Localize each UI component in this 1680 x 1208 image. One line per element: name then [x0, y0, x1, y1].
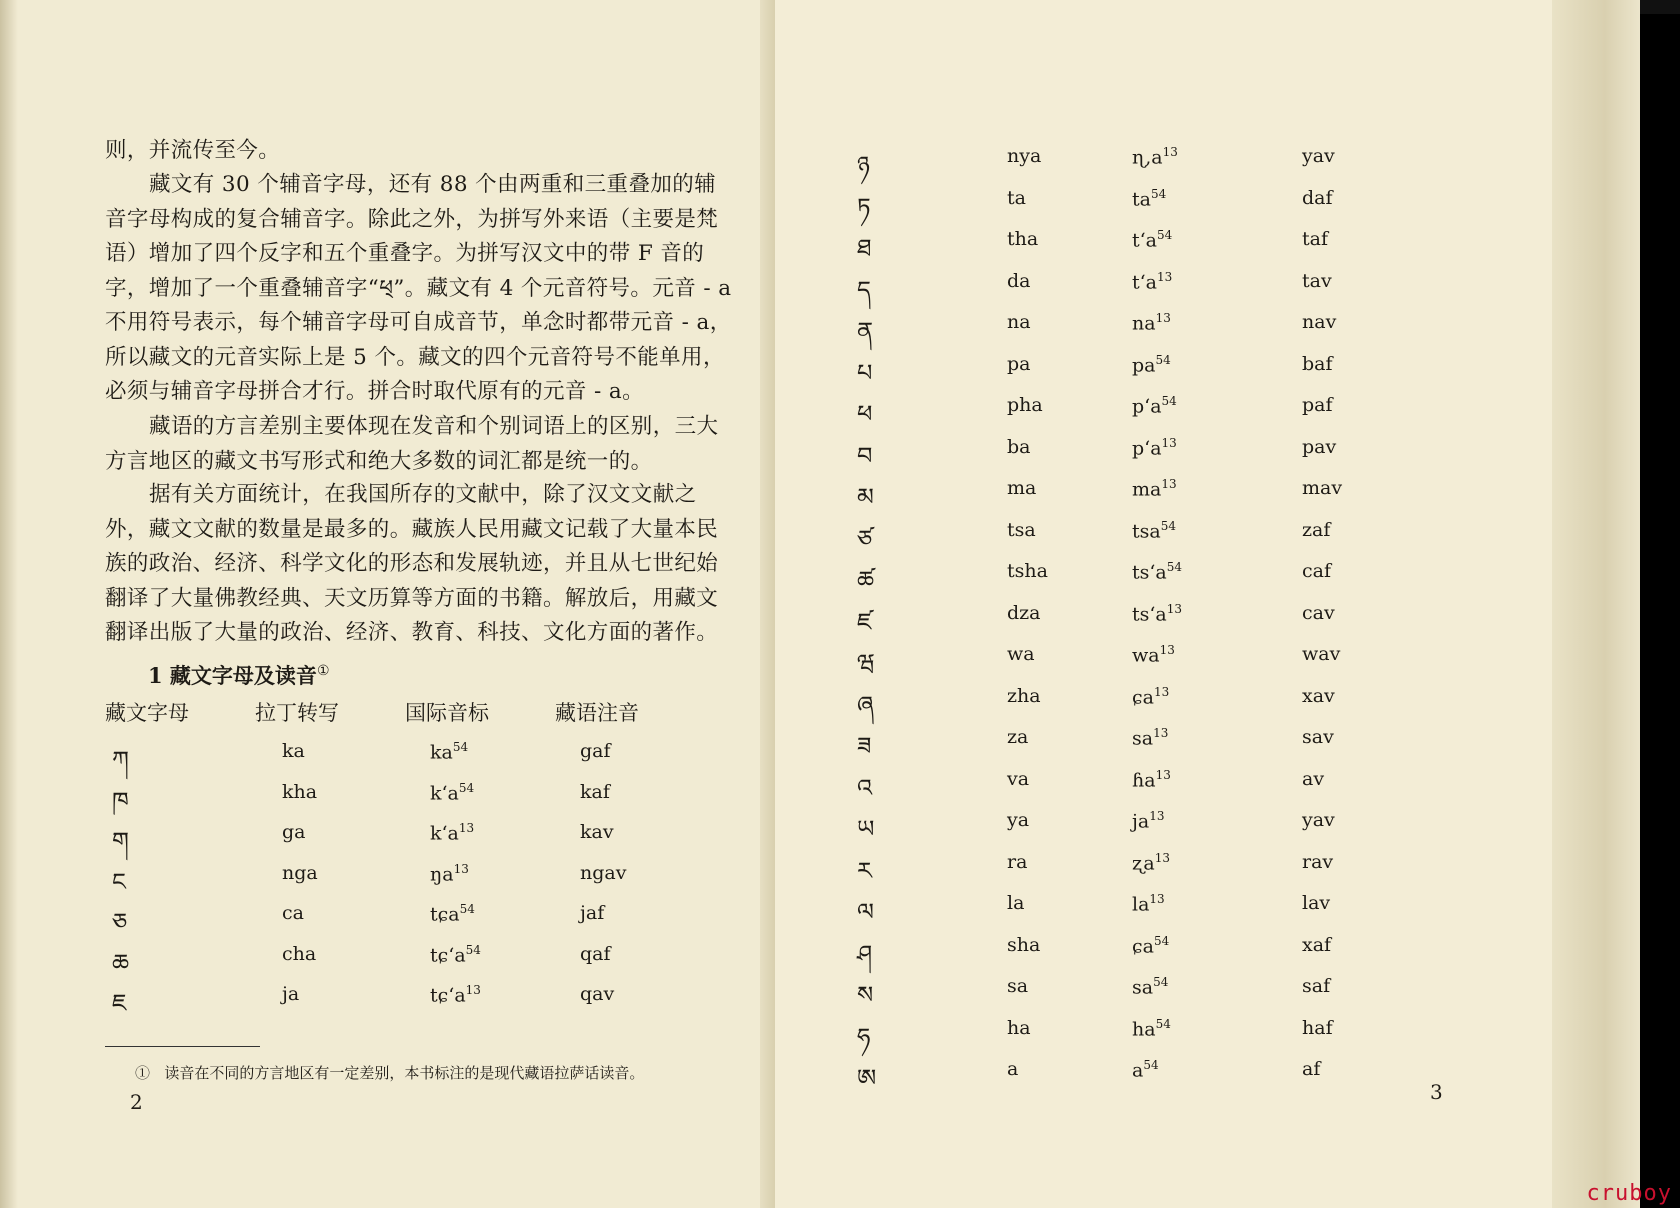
ipa-text: ŋa: [430, 862, 454, 885]
ipa-cell: [1132, 270, 1172, 293]
latin-transcription: kha: [282, 780, 318, 803]
paragraph-1: 则，并流传至今。: [105, 138, 281, 163]
tibetan-letter: ཉ: [857, 151, 870, 179]
ipa-cell: [430, 740, 468, 763]
latin-transcription: ha: [1007, 1016, 1031, 1039]
letter-row: [775, 394, 1575, 434]
latin-transcription: cha: [282, 942, 317, 965]
tibetan-phonetic: pav: [1302, 435, 1337, 458]
ipa-cell: [430, 821, 474, 844]
tone-value: 13: [1161, 477, 1177, 491]
tibetan-letter: མ: [857, 483, 874, 511]
tone-value: 13: [1153, 684, 1170, 699]
footnote-text: 读音在不同的方言地区有一定差别，本书标注的是现代藏语拉萨话读音。: [164, 1064, 645, 1082]
latin-transcription: tsa: [1007, 518, 1036, 541]
tibetan-phonetic: kav: [580, 821, 614, 843]
latin-transcription: ka: [282, 740, 305, 762]
footnote: [135, 1062, 644, 1083]
ipa-cell: [430, 943, 481, 966]
letter-row: [775, 768, 1575, 808]
ipa-text: p‘a: [1132, 395, 1162, 418]
latin-transcription: na: [1007, 311, 1031, 333]
latin-transcription: zha: [1007, 684, 1041, 707]
tibetan-letter: ཧ: [857, 1022, 871, 1051]
ipa-cell: [1132, 145, 1178, 168]
ipa-cell: [1132, 436, 1177, 459]
latin-transcription: tsha: [1007, 560, 1048, 582]
column-header-latin: 拉丁转写: [255, 701, 339, 725]
tibetan-phonetic: daf: [1302, 186, 1333, 209]
tone-value: 54: [459, 902, 475, 916]
latin-transcription: ta: [1007, 186, 1026, 209]
tone-value: 13: [453, 861, 469, 876]
paragraph-4: 据有关方面统计，在我国所存的文献中，除了汉文文献之外，藏文文献的数量是最多的。藏族人民用藏文记载了大量本民族的政治、经济、科学文化的形态和发展轨迹，并且从七世纪始翻译了大量佛教经典、天文历算等方面的书籍。解放后，用藏文翻译出版了大量的政治、经济、教育、科技、文化方面的著作。: [105, 482, 719, 645]
tone-value: 54: [1161, 394, 1177, 408]
tibetan-phonetic: qav: [580, 983, 615, 1005]
tibetan-letter: ཏ: [857, 192, 871, 221]
tibetan-letter: ཁ: [112, 786, 129, 815]
letter-row: [775, 560, 1575, 600]
tibetan-letter: ས: [857, 981, 874, 1009]
column-header-ipa: 国际音标: [405, 701, 489, 725]
page-edge: [1552, 0, 1640, 1208]
ipa-text: k‘a: [430, 822, 459, 845]
tone-value: 54: [1143, 1058, 1159, 1072]
ipa-text: ɕa: [1132, 685, 1154, 708]
latin-transcription: ga: [282, 821, 306, 843]
tibetan-phonetic: wav: [1302, 643, 1341, 665]
tone-value: 13: [1161, 435, 1177, 450]
tone-value: 54: [1155, 1016, 1171, 1031]
latin-transcription: da: [1007, 269, 1031, 292]
tibetan-phonetic: ngav: [580, 861, 627, 884]
tibetan-letter: ཨ: [857, 1064, 877, 1092]
tibetan-phonetic: gaf: [580, 740, 611, 762]
tone-value: 54: [1153, 933, 1170, 948]
ipa-text: p‘a: [1132, 436, 1162, 459]
tibetan-phonetic: cav: [1302, 601, 1335, 624]
ipa-cell: [1132, 643, 1175, 666]
letter-row: [775, 934, 1575, 974]
ipa-cell: [1132, 602, 1182, 625]
tone-value: 13: [1153, 726, 1169, 740]
ipa-cell: [430, 983, 481, 1006]
tibetan-letter: ཆ: [112, 948, 130, 977]
footnote-rule: [105, 1046, 260, 1047]
paragraph-3: 藏语的方言差别主要体现在发音和个别词语上的区别，三大方言地区的藏文书写形式和绝大多数的词汇都是统一的。: [105, 414, 719, 474]
page-number-right: 3: [1430, 1080, 1443, 1104]
tone-value: 13: [1155, 311, 1171, 325]
tibetan-phonetic: baf: [1302, 352, 1333, 375]
tibetan-letter: ཙ: [857, 524, 873, 553]
tone-value: 54: [1150, 186, 1167, 201]
ipa-text: sa: [1132, 727, 1154, 750]
column-header-zhuyin: 藏语注音: [555, 701, 639, 725]
tone-value: 54: [1160, 518, 1176, 533]
latin-transcription: sha: [1007, 933, 1041, 956]
footnote-ref-mark: ①: [316, 663, 330, 679]
tone-value: 13: [1155, 767, 1171, 782]
letter-row: [775, 145, 1575, 185]
letter-row: [775, 643, 1575, 683]
tone-value: 54: [1166, 560, 1183, 574]
ipa-cell: [1132, 311, 1171, 334]
latin-transcription: ca: [282, 902, 304, 924]
tibetan-letter: ད: [857, 275, 871, 304]
tone-value: 54: [1157, 228, 1173, 242]
tibetan-letter: བ: [857, 441, 873, 470]
latin-transcription: ya: [1007, 809, 1030, 831]
ipa-text: ha: [1132, 1017, 1156, 1040]
letter-row: [775, 311, 1575, 351]
letter-row: [775, 1058, 1575, 1098]
ipa-text: ɕa: [1132, 934, 1154, 957]
ipa-cell: [430, 902, 475, 925]
ipa-cell: [430, 862, 469, 885]
ipa-cell: [1132, 892, 1165, 915]
page-number-left: 2: [130, 1090, 143, 1114]
ipa-text: tɕa: [430, 903, 460, 926]
ipa-text: ma: [1132, 478, 1162, 501]
paragraph-2: 藏文有 30 个辅音字母，还有 88 个由两重和三重叠加的辅音字母构成的复合辅音字。除此之外，为拼写外来语（主要是梵语）增加了四个反字和五个重叠字。为拼写汉文中的带 F 音的字，增加了一个重叠辅音字“ཕ྄”。藏文有 4 个元音符号。元音 - a 不用符号表示，每个辅音字母可自成音节，单念时都带元音 - a，所以藏文的元音实际上是 5 个。藏文的四个元音符号不能单用，必须与辅音字母拼合才行。拼合时取代原有的元音 - a。: [105, 172, 732, 404]
ipa-text: ɦa: [1132, 768, 1156, 791]
tone-value: 13: [1166, 601, 1183, 616]
tibetan-letter: ཛ: [857, 607, 872, 636]
tibetan-phonetic: rav: [1302, 850, 1334, 873]
tibetan-letter: ང: [112, 867, 126, 896]
tibetan-phonetic: lav: [1302, 892, 1331, 914]
ipa-text: ɳ‚a: [1132, 146, 1163, 169]
tibetan-phonetic: paf: [1302, 394, 1333, 416]
tibetan-letter: ཀ: [112, 746, 129, 774]
tone-value: 54: [1155, 352, 1171, 367]
tibetan-letter: ཞ: [857, 690, 874, 719]
letter-row: [775, 228, 1575, 268]
latin-transcription: a: [1007, 1058, 1019, 1080]
tibetan-phonetic: caf: [1302, 560, 1332, 582]
tone-value: 13: [458, 821, 475, 835]
latin-transcription: ma: [1007, 477, 1037, 499]
ipa-cell: [1132, 851, 1170, 874]
letter-row: [775, 975, 1575, 1015]
ipa-text: na: [1132, 312, 1156, 335]
tibetan-phonetic: af: [1302, 1058, 1321, 1080]
ipa-cell: [1132, 560, 1182, 583]
tibetan-letter: ན: [857, 317, 874, 345]
ipa-text: ts‘a: [1132, 602, 1167, 625]
footnote-mark: ①: [135, 1064, 151, 1082]
letter-row: [775, 436, 1575, 476]
ipa-text: tɕ‘a: [430, 943, 466, 966]
tone-value: 13: [1154, 850, 1170, 865]
tibetan-letter: ཚ: [857, 566, 875, 594]
ipa-text: ka: [430, 741, 453, 764]
tibetan-phonetic: taf: [1302, 228, 1328, 250]
ipa-text: wa: [1132, 644, 1160, 667]
watermark: cruboy: [1586, 1181, 1672, 1206]
tone-value: 54: [465, 942, 481, 957]
tone-value: 13: [1149, 892, 1165, 906]
tibetan-letter: ག: [112, 827, 129, 855]
tone-value: 54: [1153, 975, 1169, 989]
ipa-cell: [1132, 726, 1168, 749]
latin-transcription: wa: [1007, 643, 1035, 665]
ipa-cell: [1132, 768, 1171, 791]
ipa-cell: [1132, 477, 1177, 500]
tibetan-phonetic: mav: [1302, 477, 1343, 499]
letter-row: [775, 851, 1575, 891]
tibetan-phonetic: xav: [1302, 684, 1335, 707]
tibetan-letter: ཇ: [112, 989, 127, 1017]
tibetan-phonetic: tav: [1302, 269, 1332, 292]
tibetan-phonetic: saf: [1302, 975, 1331, 997]
section-heading-text: 1 藏文字母及读音: [148, 663, 317, 688]
letter-row: [775, 602, 1575, 642]
letter-row: [775, 1017, 1575, 1057]
tone-value: 54: [458, 780, 475, 795]
tibetan-phonetic: sav: [1302, 726, 1334, 748]
ipa-cell: [1132, 1058, 1159, 1081]
tibetan-letter: ཐ: [857, 234, 872, 262]
latin-transcription: za: [1007, 726, 1029, 748]
ipa-cell: [1132, 1017, 1171, 1040]
letter-row: [775, 726, 1575, 766]
letter-row: [775, 809, 1575, 849]
tibetan-letter: ཟ: [857, 732, 872, 760]
latin-transcription: tha: [1007, 228, 1039, 250]
latin-transcription: ba: [1007, 435, 1031, 458]
ipa-cell: [1132, 353, 1171, 376]
ipa-text: t‘a: [1132, 270, 1158, 293]
ipa-text: tɕ‘a: [430, 984, 466, 1007]
letter-row: [775, 892, 1575, 932]
tibetan-phonetic: zaf: [1302, 518, 1331, 541]
tibetan-letter: འ: [857, 773, 873, 802]
letter-row: [775, 270, 1575, 310]
left-page: [0, 0, 775, 1208]
latin-transcription: sa: [1007, 975, 1029, 997]
ipa-cell: [1132, 187, 1166, 210]
letter-row: [0, 983, 775, 1023]
tibetan-letter: ལ: [857, 898, 874, 926]
tone-value: 13: [1159, 643, 1175, 657]
tibetan-phonetic: av: [1302, 767, 1325, 790]
right-page: [775, 0, 1575, 1208]
latin-transcription: ja: [282, 983, 300, 1005]
ipa-cell: [1132, 519, 1176, 542]
letter-row: [775, 353, 1575, 393]
tibetan-phonetic: qaf: [580, 942, 611, 965]
ipa-text: k‘a: [430, 781, 459, 804]
ipa-text: t‘a: [1132, 229, 1158, 252]
ipa-cell: [1132, 934, 1169, 957]
latin-transcription: pa: [1007, 352, 1031, 375]
tibetan-letter: ཡ: [857, 815, 875, 843]
tibetan-phonetic: yav: [1302, 809, 1335, 831]
tone-value: 13: [465, 983, 481, 997]
ipa-cell: [1132, 809, 1165, 832]
letter-row: [775, 519, 1575, 559]
latin-transcription: dza: [1007, 601, 1041, 624]
tibetan-phonetic: haf: [1302, 1016, 1333, 1039]
latin-transcription: nga: [282, 861, 318, 884]
ipa-cell: [1132, 228, 1172, 251]
ipa-cell: [1132, 685, 1169, 708]
latin-transcription: la: [1007, 892, 1025, 914]
ipa-text: ta: [1132, 187, 1151, 210]
ipa-cell: [1132, 394, 1177, 417]
latin-transcription: ra: [1007, 850, 1028, 873]
ipa-text: tsa: [1132, 519, 1161, 542]
tibetan-letter: ཝ: [857, 649, 875, 677]
ipa-text: sa: [1132, 976, 1154, 999]
tibetan-letter: པ: [857, 358, 873, 387]
tone-value: 13: [1149, 809, 1165, 823]
latin-transcription: pha: [1007, 394, 1043, 416]
column-header-tibetan: 藏文字母: [105, 701, 189, 725]
section-heading: [148, 660, 330, 690]
tone-value: 54: [452, 740, 469, 754]
ipa-text: a: [1132, 1059, 1144, 1082]
tibetan-phonetic: nav: [1302, 311, 1337, 333]
ipa-cell: [1132, 975, 1168, 998]
ipa-text: ja: [1132, 810, 1150, 833]
tone-value: 13: [1162, 145, 1178, 159]
ipa-text: ʐa: [1132, 851, 1155, 874]
latin-transcription: nya: [1007, 145, 1042, 167]
letter-row: [775, 187, 1575, 227]
tibetan-letter: ཕ: [857, 400, 873, 428]
ipa-text: pa: [1132, 353, 1156, 376]
letter-row: [775, 685, 1575, 725]
tibetan-phonetic: jaf: [580, 902, 605, 924]
ipa-text: la: [1132, 893, 1150, 916]
tibetan-letter: ཅ: [112, 908, 128, 936]
tibetan-letter: ཤ: [857, 939, 873, 968]
tibetan-phonetic: kaf: [580, 780, 610, 803]
ipa-text: ts‘a: [1132, 561, 1167, 584]
ipa-cell: [430, 781, 474, 804]
latin-transcription: va: [1007, 767, 1030, 790]
page-shadow: [0, 0, 18, 1208]
tibetan-phonetic: yav: [1302, 145, 1335, 167]
tone-value: 13: [1157, 269, 1173, 284]
tibetan-phonetic: xaf: [1302, 933, 1332, 956]
letter-row: [775, 477, 1575, 517]
tibetan-letter: ར: [857, 856, 872, 885]
